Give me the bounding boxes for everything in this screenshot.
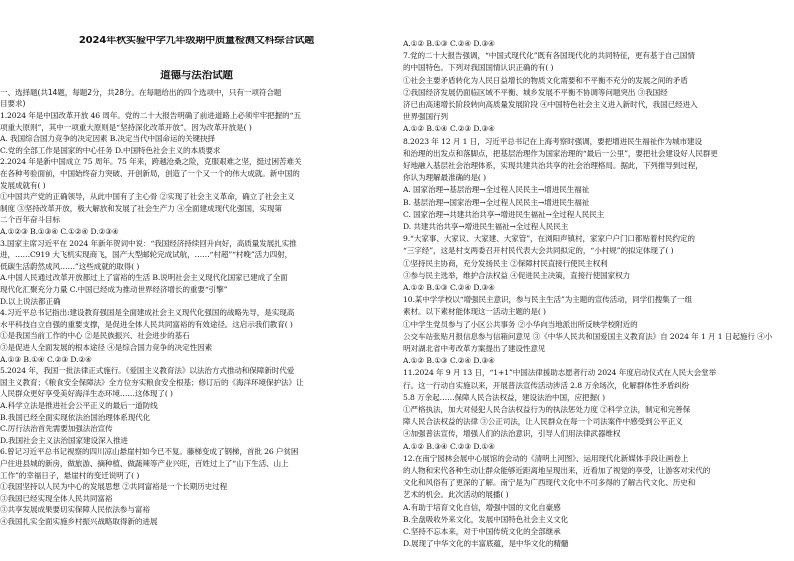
question-line: 6.曾记习近平总书记视察的四川凉山悬崖村如今已不复。藤梯变成了钢梯，首批 26 户贫困	[0, 447, 299, 457]
question-line: C.党的全部工作是国家的中心任务 D.中国特色社会主义的本质要求	[0, 145, 221, 155]
question-line: ③参与民主选举，维护合法权益 ④促进民主决策，直接行使国家权力	[403, 270, 631, 280]
question-line: ①我国坚持以人民为中心的发展思想 ②共同富裕是一个长期历史过程	[0, 482, 228, 492]
question-line: 7.党的二十大报告强调，“中国式现代化”既有各国现代化的共同特征，更有基于自己国情	[403, 51, 695, 61]
question-line: 水平科技自立自强的重要支撑，是促进全体人民共同富裕的有效途径。这启示我们教育( )	[0, 319, 293, 329]
question-line: 二个百年奋斗目标	[0, 215, 60, 225]
question-line: 4.习近平总书记指出:建设教育强国是全面建成社会主义现代化强国的战略先导，是实现高	[0, 308, 295, 318]
question-line: ①中国共产党的正确领导，从此中国有了主心骨 ②实现了社会主义革命，确立了社会主义	[0, 192, 295, 202]
question-line: 人民群众更好享受美好海洋生态环境……这体现了( )	[0, 389, 173, 399]
question-line: A. 我国综合国力竞争的决定因素 B.决定当代中国命运的关键抉择	[0, 134, 215, 144]
question-line: 障人民合法权益的法律 ③公正司法，让人民群众在每一个司法案件中感受到公平正义	[403, 417, 683, 427]
question-line: ②我国经济发展仍面临区域不平衡、城乡发展不平衡不协调等问题突出 ③我国经	[403, 87, 668, 97]
question-line: 你认为理解最准确的是( )	[403, 173, 486, 183]
question-line: 国主义教育；《粮食安全保障法》全方位夯实粮食安全根基；修订后的《海洋环境保护法》让	[0, 377, 304, 387]
question-line: A.①② B.①③ C.②④ D.③④	[403, 283, 495, 292]
question-line: 12.在南宁园林会展中心展馆的会动的《清明上河图》、运用现代化新媒体手段让画卷上	[403, 453, 689, 463]
question-line: 行。这一行动自实施以来，开展普法宣传活动涉活 2.8 万余场次，化解群体性矛盾纠纷	[403, 380, 690, 390]
question-line: B. 基层治理→国家治理→全过程人民民主→增进民生福祉	[403, 197, 590, 207]
question-line: D.我国社会主义法治国家建设深入推进	[0, 435, 128, 445]
question-line: ①中学生党员参与了小区公共事务 ②小华向当地派出所反映学校附近的	[403, 319, 638, 329]
question-line: 在各种考验面前，中国始终奋力突破、开创新局，创造了一个又一个的伟大成就。新中国的	[0, 169, 300, 178]
question-line: A.有助于培育文化自信，增强中国的文化自豪感	[403, 502, 561, 512]
question-line: 户住进县城的新房，做旅游、摘种植、做蔬辣等产业兴旺，百姓过上了“山下生活、山上	[0, 459, 289, 468]
question-line: ①坚持民主协商，充分发扬民主 ②保障村民直接行使民主权利	[403, 258, 608, 268]
question-line: ①是我国当前工作的中心 ②是民族振兴、社会进步的基石	[0, 331, 190, 341]
question-line: 工作”的幸福日子，悬崖村的变迁说明了( )	[0, 470, 140, 480]
question-line: 3.国家主席习近平在 2024 年新年贺词中说：“我国经济持续回升向好，高质量发展扎实推	[0, 238, 297, 248]
section-heading-cont: 目要求)	[0, 99, 26, 108]
question-line: 5.2024 年，我国一批法律正式施行。《爱国主义教育法》以法治方式推动和保障新时代爱	[0, 366, 295, 376]
question-line: 发展成就有( )	[0, 180, 46, 190]
question-line: C.坚持不忘本来，对于中国传统文化的全部继承	[403, 527, 561, 536]
section-heading: 一、选择题(共14题，每题2分，共28分。在每题给出的四个选项中，只有一项符合题	[0, 88, 282, 97]
question-line: 5.8 万余起……保障人民合法权益，建设法治中国，应把握( )	[403, 392, 605, 402]
question-line: A.科学立法是推进社会公平正义的最后一道防线	[0, 401, 158, 410]
question-line: ③我国已经实现全体人民共同富裕	[0, 493, 113, 503]
question-line: A.①②③ B.①③④ C.①②④ D.②③④	[0, 227, 119, 236]
question-line: 公交车站张贴月报信息参与信箱问意见 ③《中华人民共和国爱国主义教育法》自 2024 年 1 月 1 日起施行 ④小	[403, 331, 773, 341]
question-line: “三字经”，这是村支两委召开村民代表大会共同拟定的，“小村规”的拟定体现了( )	[403, 246, 674, 256]
question-line: 素材。以下素材能体现这一活动主题的是( )	[403, 307, 546, 317]
question-line: 和治理的出发点和落脚点，把基层治理作为国家治理的“最后一公里”，要把社会建设好人民群更	[403, 148, 718, 158]
question-line: 明对湖北省中考改革方案提出了建设性意见	[403, 344, 546, 353]
question-line: 的人物和宋代各种生动让群众能够近距离地呈现出来，近看加了视觉的享受，让游客对宋代的	[403, 466, 711, 475]
question-line: ③共享发展成果要切实保障人民依法参与富裕	[0, 505, 150, 515]
question-line: B.我国已经全面实现依法治国治理体系现代化	[0, 412, 151, 422]
question-line: 现代化汇聚充分力量 C.中国已经成为推动世界经济增长的重要“引擎”	[0, 285, 228, 294]
question-line: 的中国特色。下列对我国国情认识正确的有( )	[403, 63, 554, 73]
question-line: 制度 ③坚持改革开放，极大解放和发展了社会生产力 ④全面建成现代化强国，实现第	[0, 203, 282, 213]
question-line: C. 国家治理→共建共治共享→增进民生福祉→全过程人民民主	[403, 209, 605, 219]
question-line: D.以上说法都正确	[0, 296, 61, 306]
question-line: A.①② B.①③ C.②④ D.③④	[403, 39, 495, 48]
exam-title: 2024年秋实验中学九年级期中质量检测文科综合试题	[78, 36, 315, 46]
question-line: D.展现了中华文化的丰富底蕴，是中华文化的精髓	[403, 539, 569, 549]
question-line: A.①③ B.①④ C.②③ D.②④	[0, 354, 92, 364]
question-line: C.厉行法治首先需要加强法治宣传	[0, 424, 113, 434]
question-line: 项重大原则”，其中一项重大原则是“坚持深化改革开放”。因为改革开放是( )	[0, 122, 252, 132]
question-line: 2.2024 年是新中国成立 75 周年。75 年来，跨越沧桑之险，克服艰难之坚，挺过困苦难关	[0, 157, 302, 167]
question-line: 好地融入基层社会治理体系，实现共建共治共享的社会治理格局。据此，下列推导到过程，	[403, 161, 703, 170]
question-line: A.中国人民通过改革开放都过上了富裕的生活 B.说明社会主义现代化国家已建成了全面	[0, 273, 288, 283]
question-line: 济已由高速增长阶段转向高质量发展阶段 ④中国特色社会主义进入新时代，我国已经进入	[403, 100, 698, 109]
right-column	[403, 0, 794, 561]
question-line: A.①② B.③④ C.②③ D.①④	[403, 441, 495, 451]
question-line: 8.2023 年 12 月 1 日，习近平总书记在上海考察时强调，要把增进民生福祉作为城市建设	[403, 136, 703, 146]
question-line: 艺术的机会。此次活动的展播( )	[403, 490, 509, 500]
left-column	[0, 0, 393, 561]
question-line: A.①② B.①④ C.②③ D.③④	[403, 124, 495, 134]
question-line: ④我国扎实全面实施乡村振兴战略取得新的进展	[0, 517, 158, 526]
question-line: D. 共建共治共享→增进民生福祉→全过程人民民主	[403, 222, 569, 231]
question-line: ①社会主要矛盾转化为人民日益增长的物质文化需要和不平衡不充分的发展之间的矛盾	[403, 75, 688, 85]
question-line: 10.某中学学校以“增强民主意识，参与民主生活”为主题的宣传活动，同学们搜集了一组	[403, 295, 693, 305]
question-line: 世界强国行列	[403, 112, 448, 122]
question-line: ③是促进人全面发展的根本途径 ④是综合国力竞争的决定性因素	[0, 343, 213, 352]
subject-title: 道德与法治试题	[160, 70, 233, 80]
question-line: 低碳生活蔚然成风……”这些成就的取得( )	[0, 261, 140, 271]
question-line: 文化和风俗有了更深的了解。南宁是为广西现代文化中不可多得的了解古代文化、历史和	[403, 478, 696, 488]
question-line: ④加强普法宣传，增强人们的法治意识，引导人们用法律武器维权	[403, 429, 621, 439]
question-line: ①严格执法，加大对侵犯人民合法权益行为的执法惩处力度 ②科学立法，制定和完善保	[403, 405, 691, 414]
question-line: 进，……C919 大飞机实现商飞，国产大型邮轮完成试航，……“村超”“村晚”活力四射，	[0, 250, 293, 260]
question-line: 1.2024 年是中国改革开放 46 周年。党的二十大报告明确了前进道路上必须牢牢把握的“五	[0, 111, 301, 120]
question-line: 11.2024 年 9 月 13 日，“1+1”中国法律援助志愿者行动 2024 年度启动仪式在人民大会堂举	[403, 368, 717, 378]
question-line: A. 国家治理→基层治理→全过程人民民主→增进民生福祉	[403, 185, 590, 195]
question-line: A.①② B.①③ C.②④ D.③④	[403, 356, 495, 366]
question-line: 9.“大家事、大家议、大家建、大家管”，在浏阳声镇村，家家户户门口都贴着村民约定的	[403, 234, 695, 244]
question-line: B.全盘吸收外来文化，发展中国特色社会主义文化	[403, 514, 569, 524]
